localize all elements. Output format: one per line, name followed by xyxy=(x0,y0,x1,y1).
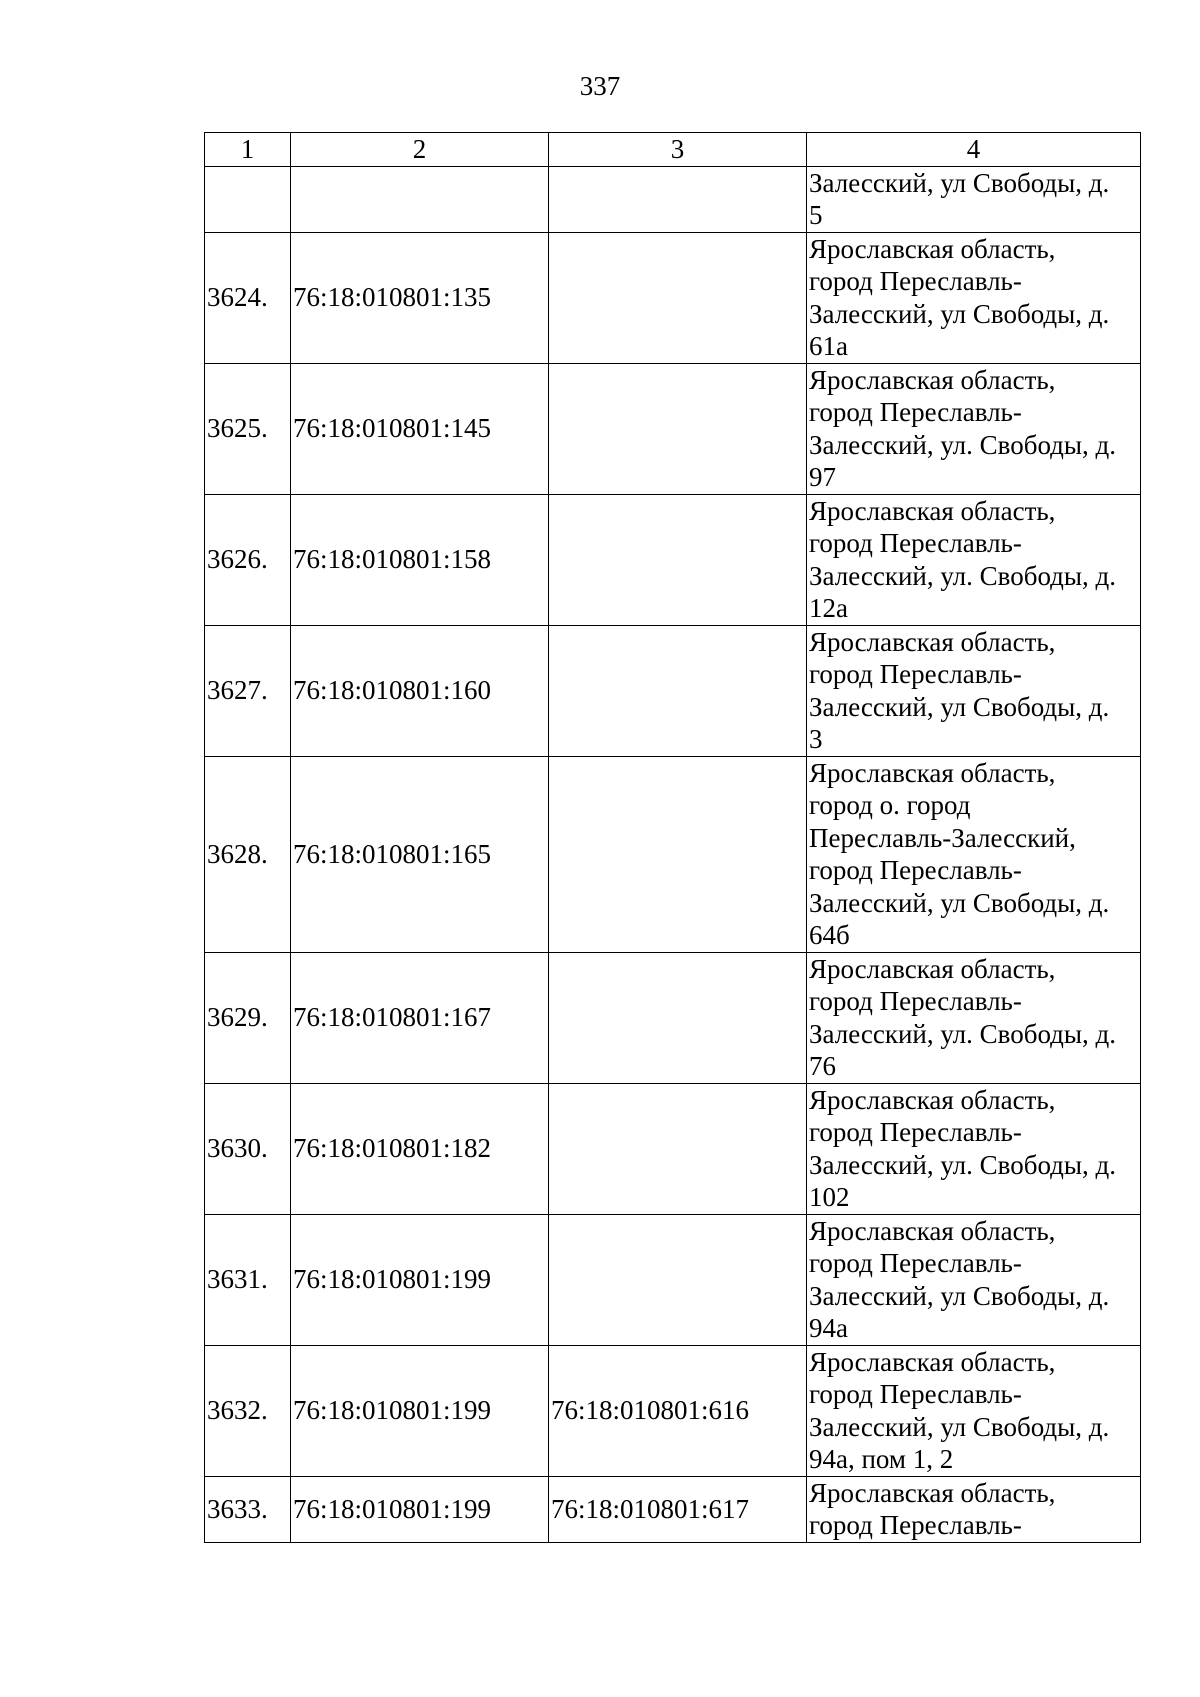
table-row xyxy=(205,952,1141,1083)
address-line: город Переславль- xyxy=(809,266,1022,296)
address-line: 102 xyxy=(809,1182,850,1212)
object-number-cell xyxy=(549,756,807,952)
cadastral-number-cell: 76:18:010801:160 xyxy=(291,625,549,756)
object-number-cell: 76:18:010801:616 xyxy=(549,1345,807,1476)
address-cell xyxy=(807,1214,1141,1345)
cadastral-number-cell: 76:18:010801:158 xyxy=(291,494,549,625)
object-number-cell xyxy=(549,952,807,1083)
address-line: Ярославская область, xyxy=(809,364,1056,395)
row-number-cell: 3627. xyxy=(205,625,291,756)
address-line: 94а, пом 1, 2 xyxy=(809,1444,954,1474)
row-number-cell: 3624. xyxy=(205,232,291,363)
address-line: Залесский, ул. Свободы, д. xyxy=(809,1018,1117,1049)
address-line: Ярославская область, xyxy=(809,1084,1056,1115)
cadastral-number-cell: 76:18:010801:165 xyxy=(291,756,549,952)
table-row xyxy=(205,1083,1141,1214)
row-number-cell: 3628. xyxy=(205,756,291,952)
address-cell xyxy=(807,625,1141,756)
address-line: Залесский, ул. Свободы, д. xyxy=(809,429,1117,460)
address-line: Залесский, ул Свободы, д. xyxy=(809,167,1110,198)
address-line: город о. город xyxy=(809,790,971,820)
object-number-cell xyxy=(549,363,807,494)
register-table xyxy=(204,132,1141,1543)
address-line: Залесский, ул Свободы, д. xyxy=(809,298,1110,329)
table-body xyxy=(205,166,1141,1542)
row-number-cell: 3630. xyxy=(205,1083,291,1214)
object-number-cell xyxy=(549,625,807,756)
table-row xyxy=(205,494,1141,625)
address-line: город Переславль- xyxy=(809,1510,1022,1540)
address-line: город Переславль- xyxy=(809,528,1022,558)
address-line: город Переславль- xyxy=(809,986,1022,1016)
table-row xyxy=(205,1476,1141,1542)
address-cell xyxy=(807,363,1141,494)
address-line: 5 xyxy=(809,200,823,230)
address-line: Ярославская область, xyxy=(809,1477,1056,1508)
object-number-cell xyxy=(549,166,807,232)
table-row xyxy=(205,625,1141,756)
address-cell xyxy=(807,494,1141,625)
table-header-row xyxy=(205,133,1141,167)
cadastral-number-cell: 76:18:010801:199 xyxy=(291,1476,549,1542)
address-cell xyxy=(807,232,1141,363)
address-line: Ярославская область, xyxy=(809,1346,1056,1377)
address-line: Ярославская область, xyxy=(809,233,1056,264)
object-number-cell xyxy=(549,232,807,363)
address-cell xyxy=(807,952,1141,1083)
table-row xyxy=(205,1214,1141,1345)
table-row xyxy=(205,1345,1141,1476)
address-line: 12а xyxy=(809,593,848,623)
address-line: 76 xyxy=(809,1051,836,1081)
address-line: Залесский, ул Свободы, д. xyxy=(809,1411,1110,1442)
address-line: город Переславль- xyxy=(809,397,1022,427)
cadastral-number-cell: 76:18:010801:167 xyxy=(291,952,549,1083)
cadastral-number-cell: 76:18:010801:199 xyxy=(291,1214,549,1345)
column-header-2: 2 xyxy=(291,133,549,167)
object-number-cell xyxy=(549,1083,807,1214)
address-line: Переславль-Залесский, xyxy=(809,822,1076,853)
row-number-cell: 3632. xyxy=(205,1345,291,1476)
cadastral-number-cell xyxy=(291,166,549,232)
row-number-cell: 3625. xyxy=(205,363,291,494)
object-number-cell: 76:18:010801:617 xyxy=(549,1476,807,1542)
address-line: город Переславль- xyxy=(809,659,1022,689)
object-number-cell xyxy=(549,494,807,625)
row-number-cell: 3633. xyxy=(205,1476,291,1542)
address-line: город Переславль- xyxy=(809,1117,1022,1147)
row-number-cell: 3631. xyxy=(205,1214,291,1345)
cadastral-number-cell: 76:18:010801:145 xyxy=(291,363,549,494)
cadastral-number-cell: 76:18:010801:135 xyxy=(291,232,549,363)
address-line: город Переславль- xyxy=(809,1248,1022,1278)
table-row xyxy=(205,756,1141,952)
cadastral-number-cell: 76:18:010801:182 xyxy=(291,1083,549,1214)
address-cell xyxy=(807,1083,1141,1214)
address-cell xyxy=(807,756,1141,952)
address-line: Залесский, ул Свободы, д. xyxy=(809,1280,1110,1311)
address-cell xyxy=(807,1345,1141,1476)
address-cell xyxy=(807,1476,1141,1542)
address-line: Залесский, ул. Свободы, д. xyxy=(809,1149,1117,1180)
table-row xyxy=(205,363,1141,494)
address-line: 97 xyxy=(809,462,836,492)
address-line: Залесский, ул. Свободы, д. xyxy=(809,560,1117,591)
column-header-4: 4 xyxy=(807,133,1141,167)
row-number-cell: 3626. xyxy=(205,494,291,625)
address-line: Ярославская область, xyxy=(809,495,1056,526)
address-line: Залесский, ул Свободы, д. xyxy=(809,887,1110,918)
address-line: Залесский, ул Свободы, д. xyxy=(809,691,1110,722)
address-line: Ярославская область, xyxy=(809,1215,1056,1246)
address-line: 61а xyxy=(809,331,848,361)
page-number: 337 xyxy=(579,71,621,101)
row-number-cell xyxy=(205,166,291,232)
address-line: 94а xyxy=(809,1313,848,1343)
table-row xyxy=(205,166,1141,232)
cadastral-number-cell: 76:18:010801:199 xyxy=(291,1345,549,1476)
address-line: 64б xyxy=(809,920,850,950)
table-row xyxy=(205,232,1141,363)
column-header-1: 1 xyxy=(205,133,291,167)
address-line: город Переславль- xyxy=(809,1379,1022,1409)
address-line: Ярославская область, xyxy=(809,953,1056,984)
address-line: 3 xyxy=(809,724,823,754)
object-number-cell xyxy=(549,1214,807,1345)
row-number-cell: 3629. xyxy=(205,952,291,1083)
address-cell xyxy=(807,166,1141,232)
address-line: Ярославская область, xyxy=(809,626,1056,657)
address-line: Ярославская область, xyxy=(809,757,1056,788)
column-header-3: 3 xyxy=(549,133,807,167)
address-line: город Переславль- xyxy=(809,855,1022,885)
